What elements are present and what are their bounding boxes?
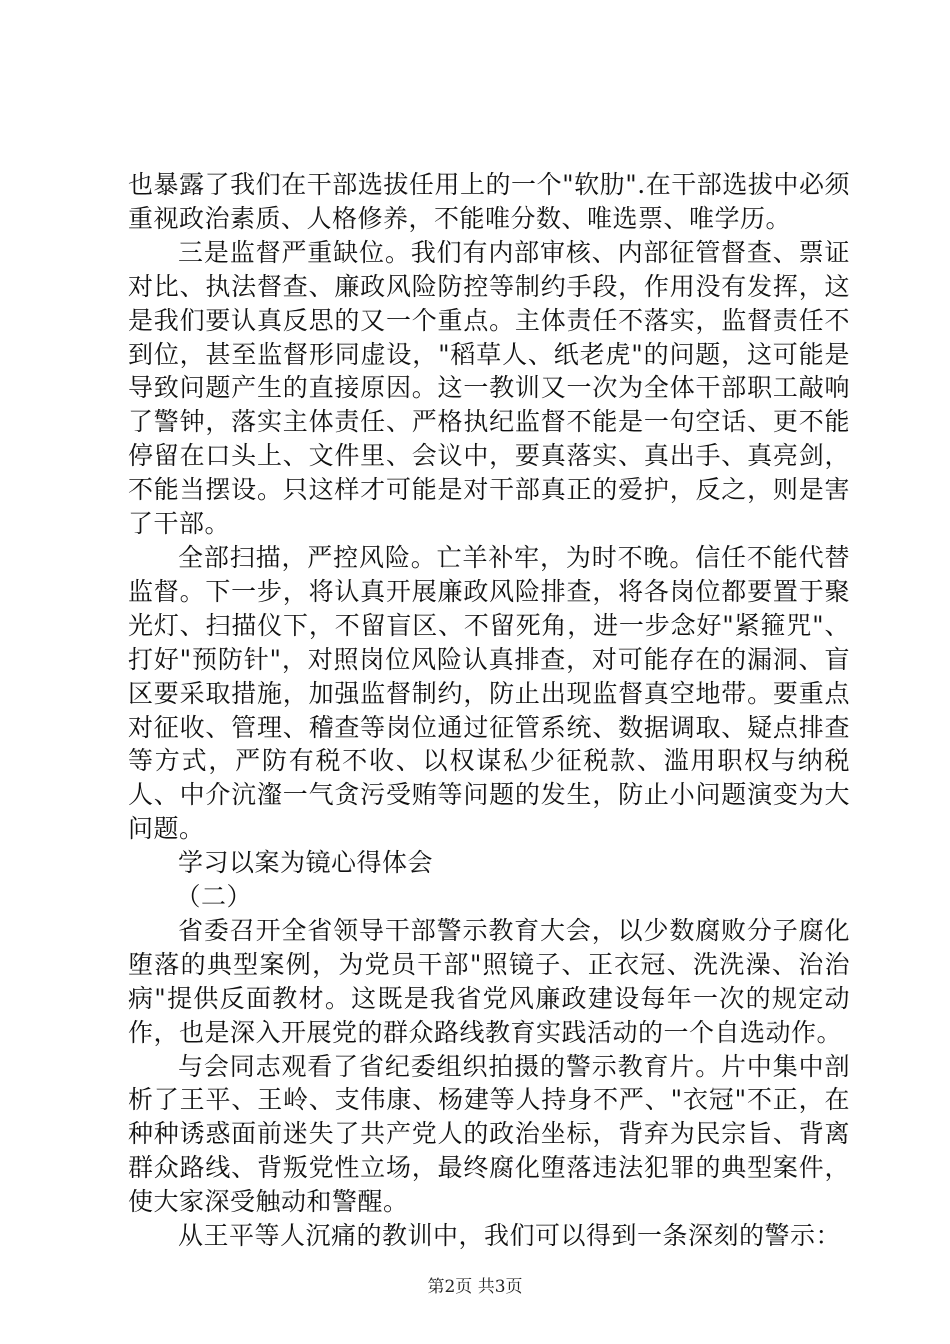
paragraph-supervision: 三是监督严重缺位。我们有内部审核、内部征管督查、票证对比、执法督查、廉政风险防控等制约手段，作用没有发挥，这是我们要认真反思的又一个重点。主体责任不落实，监督责任不到位，甚至监督形同虚设，"稻草人、纸老虎"的问题，这可能是导致问题产生的直接原因。这一教训又一次为全体干部职工敲响了警钟，落实主体责任、严格执纪监督不能是一句空话、更不能停留在口头上、文件里、会议中，要真落实、真出手、真亮剑，不能当摆设。只这样才可能是对干部真正的爱护，反之，则是害了干部。 xyxy=(128,237,850,539)
paragraph-film: 与会同志观看了省纪委组织拍摄的警示教育片。片中集中剖析了王平、王岭、支伟康、杨建等人持身不严、"衣冠"不正，在种种诱惑面前迷失了共产党人的政治坐标，背弃为民宗旨、背离群众路线、背叛党性立场，最终腐化堕落违法犯罪的典型案件，使大家深受触动和警醒。 xyxy=(128,1051,850,1217)
paragraph-lesson: 从王平等人沉痛的教训中，我们可以得到一条深刻的警示： xyxy=(178,1221,842,1251)
page-number-footer: 第2页 共3页 xyxy=(427,1277,523,1297)
paragraph-conference: 省委召开全省领导干部警示教育大会，以少数腐败分子腐化堕落的典型案例，为党员干部"照镜子、正衣冠、洗洗澡、治治病"提供反面教材。这既是我省党风廉政建设每年一次的规定动作，也是深入开展党的群众路线教育实践活动的一个自选动作。 xyxy=(128,915,850,1047)
document-body xyxy=(128,168,850,1253)
section-heading: 学习以案为镜心得体会 xyxy=(178,848,434,878)
section-subheading: （二） xyxy=(175,882,253,912)
paragraph-risk-scan: 全部扫描，严控风险。亡羊补牢，为时不晚。信任不能代替监督。下一步，将认真开展廉政风险排查，将各岗位都要置于聚光灯、扫描仪下，不留盲区、不留死角，进一步念好"紧箍咒"、打好"预防针"，对照岗位风险认真排查，对可能存在的漏洞、盲区要采取措施，加强监督制约，防止出现监督真空地带。要重点对征收、管理、稽查等岗位通过征管系统、数据调取、疑点排查等方式，严防有税不收、以权谋私少征税款、滥用职权与纳税人、中介沆瀣一气贪污受贿等问题的发生，防止小问题演变为大问题。 xyxy=(128,542,850,844)
paragraph-continuation: 也暴露了我们在干部选拔任用上的一个"软肋".在干部选拔中必须重视政治素质、人格修养，不能唯分数、唯选票、唯学历。 xyxy=(128,170,850,233)
